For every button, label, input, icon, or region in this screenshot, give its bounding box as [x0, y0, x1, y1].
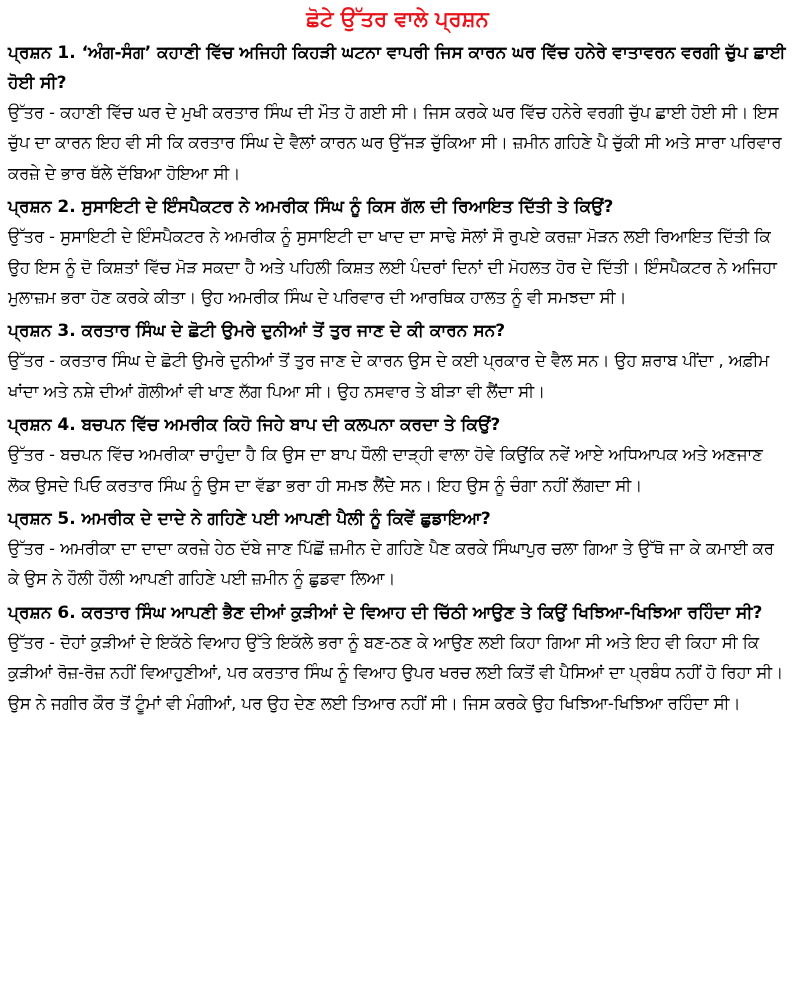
page-title: ਛੋਟੇ ਉੱਤਰ ਵਾਲੇ ਪ੍ਰਸ਼ਨ	[306, 7, 489, 31]
qa-block-4	[8, 410, 787, 501]
answer-3: ਉੱਤਰ - ਕਰਤਾਰ ਸਿੰਘ ਦੇ ਛੋਟੀ ਉਮਰੇ ਦੁਨੀਆਂ ਤੋਂ ਤੁਰ ਜਾਣ ਦੇ ਕਾਰਨ ਉਸ ਦੇ ਕਈ ਪ੍ਰਕਾਰ ਦੇ ਵੈਲ ਸਨ। ਉਹ ਸ਼ਰਾਬ ਪੀਂਦਾ , ਅਫ਼ੀਮ ਖਾਂਦਾ ਅਤੇ ਨਸ਼ੇ ਦੀਆਂ ਗੋਲੀਆਂ ਵੀ ਖਾਣ ਲੱਗ ਪਿਆ ਸੀ। ਉਹ ਨਸਵਾਰ ਤੇ ਬੀੜਾ ਵੀ ਲੈਂਦਾ ਸੀ।	[8, 351, 770, 401]
qa-block-3	[8, 316, 787, 407]
question-2: ਪ੍ਰਸ਼ਨ 2. ਸੁਸਾਇਟੀ ਦੇ ਇੰਸਪੈਕਟਰ ਨੇ ਅਮਰੀਕ ਸਿੰਘ ਨੂੰ ਕਿਸ ਗੱਲ ਦੀ ਰਿਆਇਤ ਦਿੱਤੀ ਤੇ ਕਿਉਂ?	[8, 197, 614, 218]
qa-block-5	[8, 504, 787, 595]
answer-4: ਉੱਤਰ - ਬਚਪਨ ਵਿੱਚ ਅਮਰੀਕਾ ਚਾਹੁੰਦਾ ਹੈ ਕਿ ਉਸ ਦਾ ਬਾਪ ਧੌਲੀ ਦਾੜ੍ਹੀ ਵਾਲਾ ਹੋਵੇ ਕਿਉਂਕਿ ਨਵੇਂ ਆਏ ਅਧਿਆਪਕ ਅਤੇ ਅਣਜਾਣ ਲੋਕ ਉਸਦੇ ਪਿਓ ਕਰਤਾਰ ਸਿੰਘ ਨੂੰ ਉਸ ਦਾ ਵੱਡਾ ਭਰਾ ਹੀ ਸਮਝ ਲੈਂਦੇ ਸਨ। ਇਹ ਉਸ ਨੂੰ ਚੰਗਾ ਨਹੀਂ ਲੱਗਦਾ ਸੀ।	[8, 445, 763, 495]
qa-block-2	[8, 192, 787, 313]
qa-block-1	[8, 38, 787, 189]
answer-2: ਉੱਤਰ - ਸੁਸਾਇਟੀ ਦੇ ਇੰਸਪੈਕਟਰ ਨੇ ਅਮਰੀਕ ਨੂੰ ਸੁਸਾਇਟੀ ਦਾ ਖਾਦ ਦਾ ਸਾਢੇ ਸੋਲਾਂ ਸੌ ਰੁਪਏ ਕਰਜ਼ਾ ਮੋੜਨ ਲਈ ਰਿਆਇਤ ਦਿੱਤੀ ਕਿ ਉਹ ਇਸ ਨੂੰ ਦੋ ਕਿਸ਼ਤਾਂ ਵਿੱਚ ਮੋੜ ਸਕਦਾ ਹੈ ਅਤੇ ਪਹਿਲੀ ਕਿਸ਼ਤ ਲਈ ਪੰਦਰਾਂ ਦਿਨਾਂ ਦੀ ਮੋਹਲਤ ਹੋਰ ਦੇ ਦਿੱਤੀ। ਇੰਸਪੈਕਟਰ ਨੇ ਅਜਿਹਾ ਮੁਲਾਜ਼ਮ ਭਰਾ ਹੋਣ ਕਰਕੇ ਕੀਤਾ। ਉਹ ਅਮਰੀਕ ਸਿੰਘ ਦੇ ਪਰਿਵਾਰ ਦੀ ਆਰਥਿਕ ਹਾਲਤ ਨੂੰ ਵੀ ਸਮਝਦਾ ਸੀ।	[8, 227, 777, 308]
answer-5: ਉੱਤਰ - ਅਮਰੀਕਾ ਦਾ ਦਾਦਾ ਕਰਜ਼ੇ ਹੇਠ ਦੱਬੇ ਜਾਣ ਪਿੱਛੋਂ ਜ਼ਮੀਨ ਦੇ ਗਹਿਣੇ ਪੈਣ ਕਰਕੇ ਸਿੰਘਾਪੁਰ ਚਲਾ ਗਿਆ ਤੇ ਉੱਥੋ ਜਾ ਕੇ ਕਮਾਈ ਕਰ ਕੇ ਉਸ ਨੇ ਹੌਲੀ ਹੌਲੀ ਆਪਣੀ ਗਹਿਣੇ ਪਈ ਜ਼ਮੀਨ ਨੂੰ ਛੁਡਵਾ ਲਿਆ।	[8, 539, 774, 589]
question-5: ਪ੍ਰਸ਼ਨ 5. ਅਮਰੀਕ ਦੇ ਦਾਦੇ ਨੇ ਗਹਿਣੇ ਪਈ ਆਪਣੀ ਪੈਲੀ ਨੂੰ ਕਿਵੇਂ ਛੁਡਾਇਆ?	[8, 509, 491, 530]
answer-6: ਉੱਤਰ - ਦੋਹਾਂ ਕੁੜੀਆਂ ਦੇ ਇਕੱਠੇ ਵਿਆਹ ਉੱਤੇ ਇਕੱਲੇ ਭਰਾ ਨੂੰ ਬਣ-ਠਣ ਕੇ ਆਉਣ ਲਈ ਕਿਹਾ ਗਿਆ ਸੀ ਅਤੇ ਇਹ ਵੀ ਕਿਹਾ ਸੀ ਕਿ ਕੁੜੀਆਂ ਰੋਜ਼-ਰੋਜ਼ ਨਹੀਂ ਵਿਆਹੁਣੀਆਂ, ਪਰ ਕਰਤਾਰ ਸਿੰਘ ਨੂੰ ਵਿਆਹ ਉਪਰ ਖਰਚ ਲਈ ਕਿਤੋਂ ਵੀ ਪੈਸਿਆਂ ਦਾ ਪ੍ਰਬੰਧ ਨਹੀਂ ਹੋ ਰਿਹਾ ਸੀ। ਉਸ ਨੇ ਜਗੀਰ ਕੌਰ ਤੋਂ ਟੂੰਮਾਂ ਵੀ ਮੰਗੀਆਂ, ਪਰ ਉਹ ਦੇਣ ਲਈ ਤਿਆਰ ਨਹੀਂ ਸੀ। ਜਿਸ ਕਰਕੇ ਉਹ ਖਿਝਿਆ-ਖਿਝਿਆ ਰਹਿੰਦਾ ਸੀ।	[8, 632, 784, 713]
answer-1: ਉੱਤਰ - ਕਹਾਣੀ ਵਿੱਚ ਘਰ ਦੇ ਮੁਖੀ ਕਰਤਾਰ ਸਿੰਘ ਦੀ ਮੌਤ ਹੋ ਗਈ ਸੀ। ਜਿਸ ਕਰਕੇ ਘਰ ਵਿੱਚ ਹਨੇਰੇ ਵਰਗੀ ਚੁੱਪ ਛਾਈ ਹੋਈ ਸੀ। ਇਸ ਚੁੱਪ ਦਾ ਕਾਰਨ ਇਹ ਵੀ ਸੀ ਕਿ ਕਰਤਾਰ ਸਿੰਘ ਦੇ ਵੈਲਾਂ ਕਾਰਨ ਘਰ ਉੱਜੜ ਚੁੱਕਿਆ ਸੀ। ਜ਼ਮੀਨ ਗਹਿਣੇ ਪੈ ਚੁੱਕੀ ਸੀ ਅਤੇ ਸਾਰਾ ਪਰਿਵਾਰ ਕਰਜ਼ੇ ਦੇ ਭਾਰ ਥੱਲੇ ਦੱਬਿਆ ਹੋਇਆ ਸੀ।	[8, 103, 782, 183]
question-1: ਪ੍ਰਸ਼ਨ 1. ‘ਅੰਗ-ਸੰਗ’ ਕਹਾਣੀ ਵਿੱਚ ਅਜਿਹੀ ਕਿਹੜੀ ਘਟਨਾ ਵਾਪਰੀ ਜਿਸ ਕਾਰਨ ਘਰ ਵਿੱਚ ਹਨੇਰੇ ਵਾਤਾਵਰਨ ਵਰਗੀ ਚੁੱਪ ਛਾਈ ਹੋਈ ਸੀ?	[8, 43, 786, 93]
qa-block-6	[8, 598, 787, 719]
question-4: ਪ੍ਰਸ਼ਨ 4. ਬਚਪਨ ਵਿੱਚ ਅਮਰੀਕ ਕਿਹੋ ਜਿਹੇ ਬਾਪ ਦੀ ਕਲਪਨਾ ਕਰਦਾ ਤੇ ਕਿਉਂ?	[8, 415, 501, 436]
question-3: ਪ੍ਰਸ਼ਨ 3. ਕਰਤਾਰ ਸਿੰਘ ਦੇ ਛੋਟੀ ਉਮਰੇ ਦੁਨੀਆਂ ਤੋਂ ਤੁਰ ਜਾਣ ਦੇ ਕੀ ਕਾਰਨ ਸਨ?	[8, 321, 506, 342]
question-6: ਪ੍ਰਸ਼ਨ 6. ਕਰਤਾਰ ਸਿੰਘ ਆਪਣੀ ਭੈਣ ਦੀਆਂ ਕੁੜੀਆਂ ਦੇ ਵਿਆਹ ਦੀ ਚਿੱਠੀ ਆਉਣ ਤੇ ਕਿਉਂ ਖਿਝਿਆ-ਖਿਝਿਆ ਰਹਿੰਦਾ ਸੀ?	[8, 602, 763, 623]
